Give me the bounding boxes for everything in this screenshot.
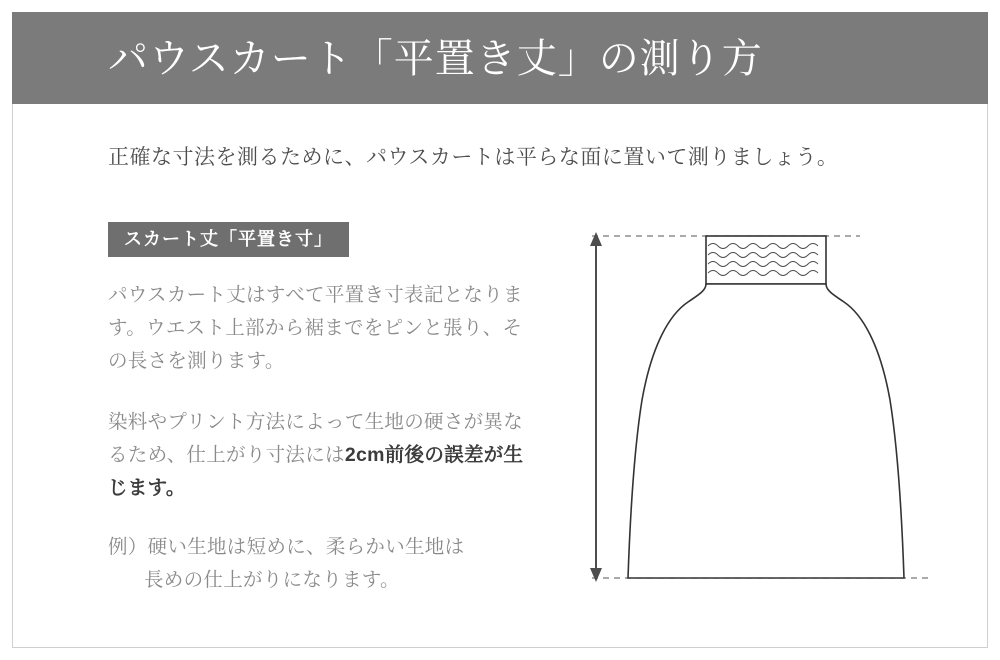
paragraph-tolerance-normal: 染料やプリント方法によって生地の硬さが異なるため、仕上がり寸法には xyxy=(108,411,524,466)
paragraph-example-line2: 長めの仕上がりになります。 xyxy=(144,569,400,591)
intro-text: 正確な寸法を測るために、パウスカートは平らな面に置いて測りましょう。 xyxy=(108,146,839,169)
skirt-body-outline xyxy=(628,284,904,578)
section-tag-label: スカート丈「平置き寸」 xyxy=(108,222,349,257)
pau-skirt-length-diagram xyxy=(560,210,960,610)
left-column xyxy=(108,222,528,597)
paragraph-measurement-method: パウスカート丈はすべて平置き寸表記となります。ウエスト上部から裾までをピンと張り、その長さを測ります。 xyxy=(108,284,523,372)
paragraph-tolerance-strong: 2cm前後の誤差が生じます。 xyxy=(108,444,524,499)
vertical-measure-arrow xyxy=(590,232,602,582)
waistband-rect xyxy=(706,236,826,284)
page-title: パウスカート「平置き丈」の測り方 xyxy=(108,37,763,81)
paragraph-tolerance xyxy=(108,406,528,505)
header-band xyxy=(12,12,988,104)
paragraph-example-line1: 例）硬い生地は短めに、柔らかい生地は xyxy=(108,536,465,558)
paragraph-example xyxy=(108,531,528,597)
